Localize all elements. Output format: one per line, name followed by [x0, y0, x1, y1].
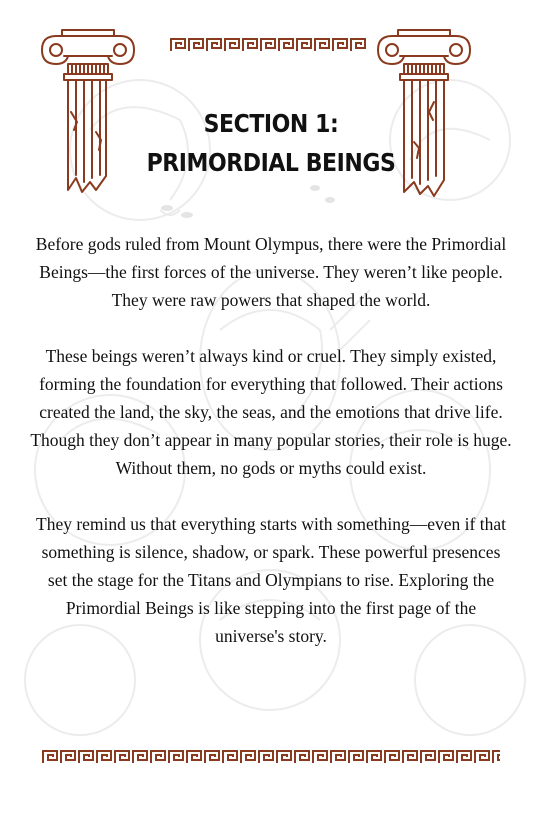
body-text [30, 230, 512, 650]
section-heading [138, 104, 404, 182]
paragraph-1: Before gods ruled from Mount Olympus, there were the Primordial Beings—the first forces of the universe. They weren’t like people. They were raw powers that shaped the world. [35, 234, 507, 310]
section-heading-line-1: SECTION 1: [203, 109, 339, 138]
greek-key-border-bottom-icon [42, 750, 500, 764]
greek-key-border-top-icon [170, 38, 368, 52]
paragraph-3: They remind us that everything starts with something—even if that something is silence, shadow, or spark. These powerful presences set the stage for the Titans and Olympians to rise. Exploring the Primordial Beings is like stepping into the first page of the universe's story. [36, 514, 506, 646]
paragraph-2: These beings weren’t always kind or cruel. They simply existed, forming the foundation for everything that followed. Their actions created the land, the sky, the seas, and the emotions that drive life. Though they don’t appear in many popular stories, their role is huge. Without them, no gods or myths could exist. [30, 346, 512, 478]
section-heading-line-2: PRIMORDIAL BEINGS [146, 148, 396, 177]
ionic-column-left-icon [38, 22, 138, 197]
